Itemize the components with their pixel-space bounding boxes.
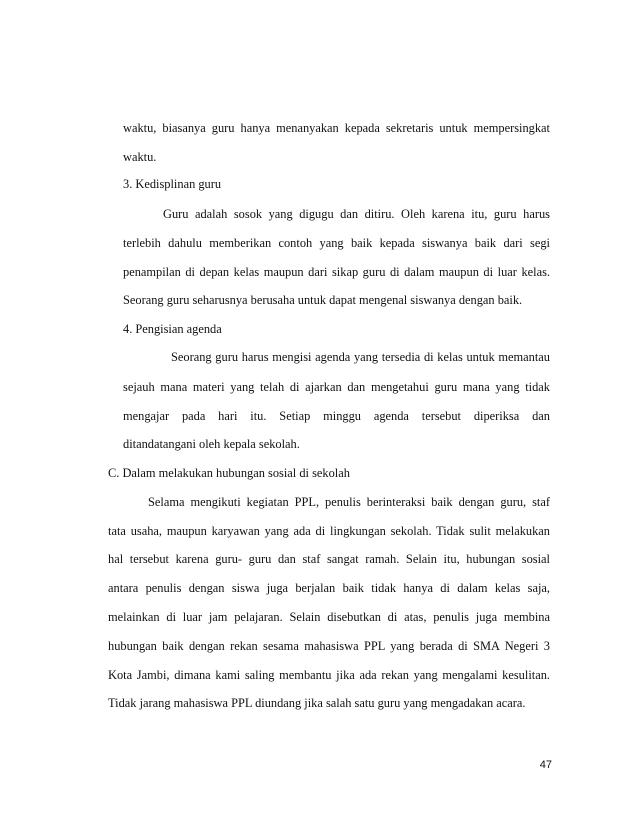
- body-line: waktu, biasanya guru hanya menanyakan kepada sekretaris untuk mempersingkat: [123, 121, 550, 135]
- list-item-heading: 4. Pengisian agenda: [123, 322, 222, 336]
- body-line: tata usaha, maupun karyawan yang ada di lingkungan sekolah. Tidak sulit melakukan: [108, 524, 550, 538]
- body-line: terlebih dahulu memberikan contoh yang baik kepada siswanya baik dari segi: [123, 236, 550, 250]
- body-line: Tidak jarang mahasiswa PPL diundang jika salah satu guru yang mengadakan acara.: [108, 696, 526, 710]
- body-line: melainkan di luar jam pelajaran. Selain disebutkan di atas, penulis juga membina: [108, 610, 550, 624]
- body-line: Selama mengikuti kegiatan PPL, penulis berinteraksi baik dengan guru, staf: [148, 495, 550, 509]
- body-line: waktu.: [123, 150, 157, 164]
- body-line: penampilan di depan kelas maupun dari sikap guru di dalam maupun di luar kelas.: [123, 265, 550, 279]
- body-line: mengajar pada hari itu. Setiap minggu agenda tersebut diperiksa dan: [123, 409, 550, 423]
- body-line: hal tersebut karena guru- guru dan staf sangat ramah. Selain itu, hubungan sosial: [108, 552, 550, 566]
- page-number: 47: [539, 759, 552, 771]
- body-line: sejauh mana materi yang telah di ajarkan dan mengetahui guru mana yang tidak: [123, 380, 550, 394]
- body-line: Kota Jambi, dimana kami saling membantu jika ada rekan yang mengalami kesulitan.: [108, 668, 550, 682]
- body-line: antara penulis dengan siswa juga berjalan baik tidak hanya di dalam kelas saja,: [108, 581, 550, 595]
- body-line: Seorang guru seharusnya berusaha untuk dapat mengenal siswanya dengan baik.: [123, 293, 523, 307]
- body-line: Seorang guru harus mengisi agenda yang tersedia di kelas untuk memantau: [171, 350, 550, 364]
- body-line: ditandatangani oleh kepala sekolah.: [123, 437, 300, 451]
- list-item-heading: 3. Kedisplinan guru: [123, 177, 222, 191]
- body-line: Guru adalah sosok yang digugu dan ditiru. Oleh karena itu, guru harus: [163, 207, 550, 221]
- section-heading: C. Dalam melakukan hubungan sosial di sekolah: [108, 466, 350, 480]
- body-line: hubungan baik dengan rekan sesama mahasiswa PPL yang berada di SMA Negeri 3: [108, 639, 550, 653]
